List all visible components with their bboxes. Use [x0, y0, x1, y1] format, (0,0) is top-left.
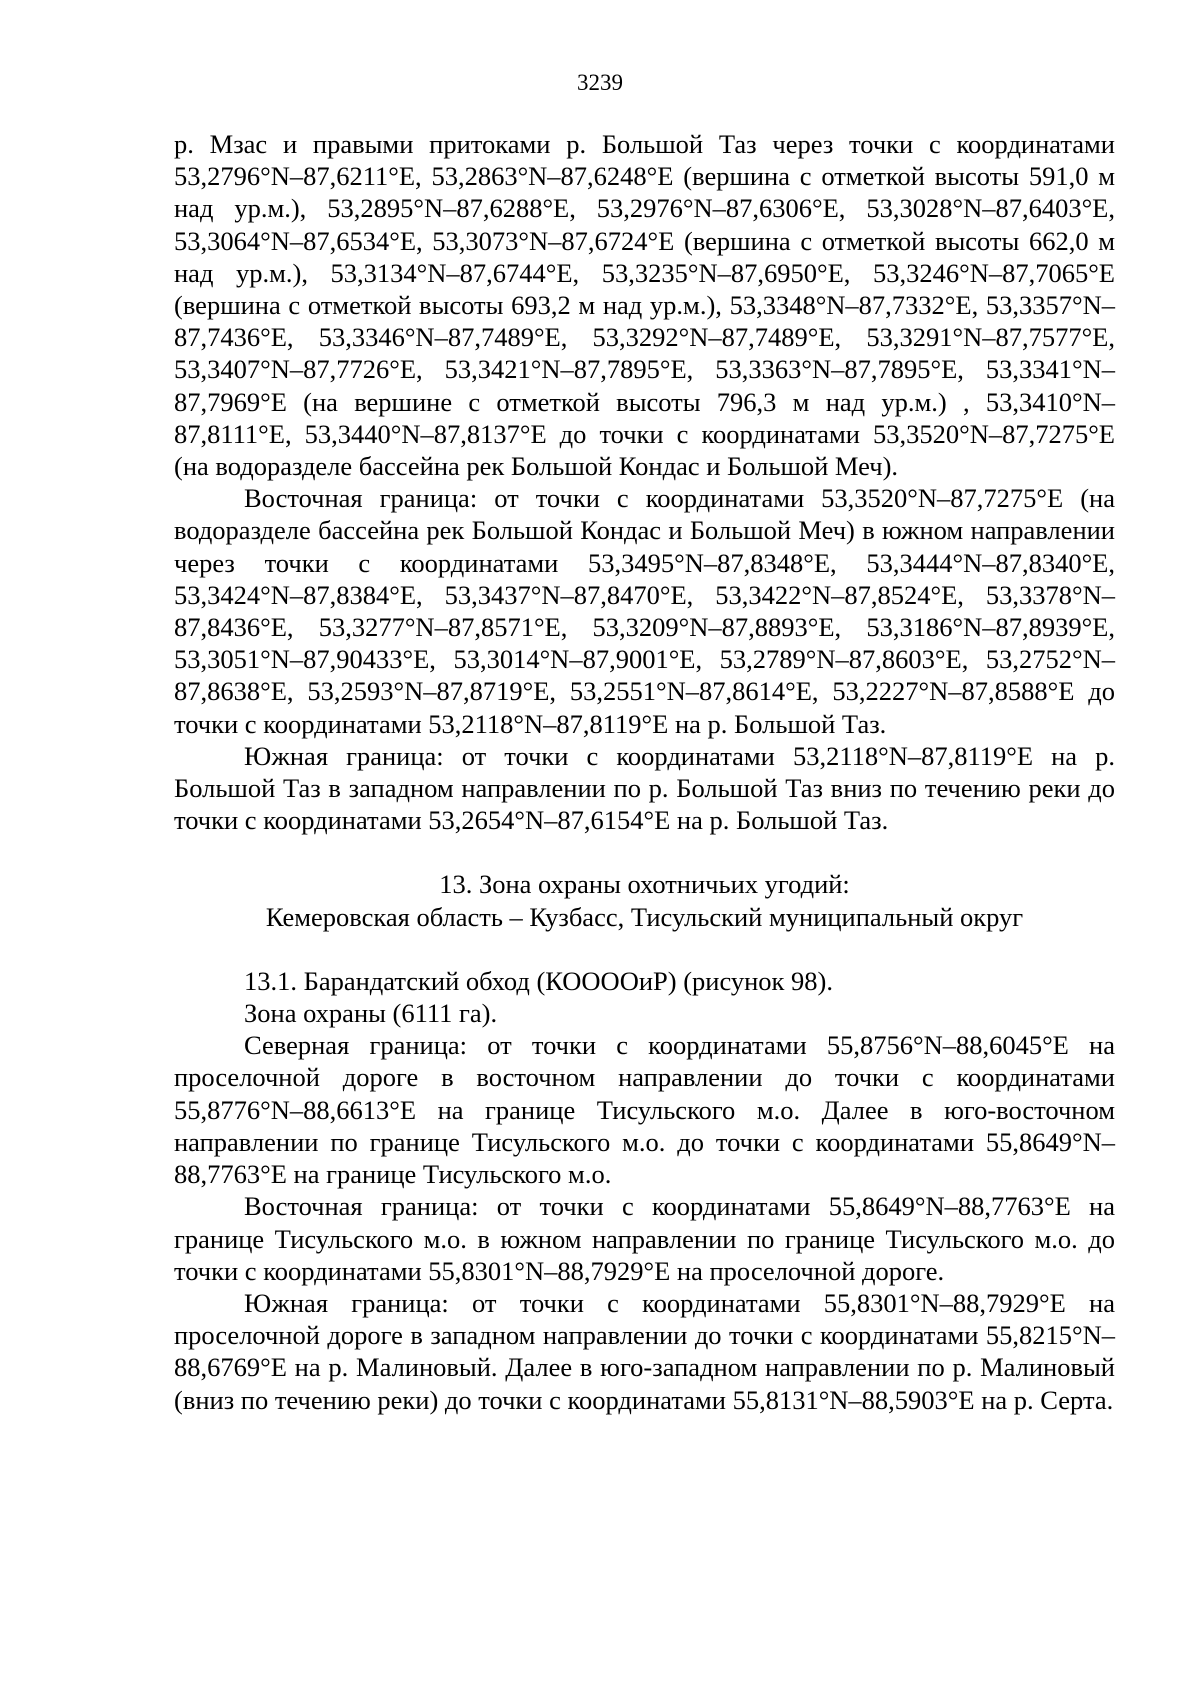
document-body: [174, 128, 1115, 1416]
protection-zone: Зона охраны (6111 га).: [244, 998, 498, 1029]
paragraph-north-border: Северная граница: от точки с координатами 55,8756°N–88,6045°E на проселочной дороге в восточном направлении до точки с координатами 55,8776°N–88,6613°E на границе Тисульского м.о. Далее в юго-восточном направлении по границе Тисульского м.о. до точки с координатами 55,8649°N–88,7763°E на границе Тисульского м.о.: [174, 1030, 1115, 1190]
section-heading: [174, 868, 1115, 932]
paragraph-east-border: Восточная граница: от точки с координатами 53,3520°N–87,7275°E (на водоразделе бассейна рек Большой Кондас и Большой Меч) в южном направлении через точки с координатами 53,3495°N–87,8348°E, 53,3444°N–87,8340°E, 53,3424°N–87,8384°E, 53,3437°N–87,8470°E, 53,3422°N–87,8524°E, 53,3378°N–87,8436°E, 53,3277°N–87,8571°E, 53,3209°N–87,8893°E, 53,3186°N–87,8939°E, 53,3051°N–87,90433°E, 53,3014°N–87,9001°E, 53,2789°N–87,8603°E, 53,2752°N–87,8638°E, 53,2593°N–87,8719°E, 53,2551°N–87,8614°E, 53,2227°N–87,8588°E до точки с координатами 53,2118°N–87,8119°E на р. Большой Таз.: [174, 483, 1115, 739]
spacer: [174, 933, 1115, 965]
item-title: 13.1. Барандатский обход (КООООиР) (рисунок 98).: [244, 965, 834, 996]
page-number: 3239: [577, 70, 623, 95]
paragraph-south-border: Южная граница: от точки с координатами 53,2118°N–87,8119°E на р. Большой Таз в западном направлении по р. Большой Таз вниз по течению реки до точки с координатами 53,2654°N–87,6154°E на р. Большой Таз.: [174, 740, 1115, 836]
paragraph-south-border-2: Южная граница: от точки с координатами 55,8301°N–88,7929°E на проселочной дороге в западном направлении до точки с координатами 55,8215°N–88,6769°E на р. Малиновый. Далее в юго-западном направлении по р. Малиновый (вниз по течению реки) до точки с координатами 55,8131°N–88,5903°E на р. Серта.: [174, 1287, 1115, 1415]
section-heading-title: 13. Зона охраны охотничьих угодий:: [439, 869, 850, 900]
paragraph-east-border-2: Восточная граница: от точки с координатами 55,8649°N–88,7763°E на границе Тисульского м.о. в южном направлении по границе Тисульского м.о. до точки с координатами 55,8301°N–88,7929°E на проселочной дороге.: [174, 1191, 1115, 1286]
paragraph-continuation: р. Мзас и правыми притоками р. Большой Таз через точки с координатами 53,2796°N–87,6211°E, 53,2863°N–87,6248°E (вершина с отметкой высоты 591,0 м над ур.м.), 53,2895°N–87,6288°E, 53,2976°N–87,6306°E, 53,3028°N–87,6403°E, 53,3064°N–87,6534°E, 53,3073°N–87,6724°E (вершина с отметкой высоты 662,0 м над ур.м.), 53,3134°N–87,6744°E, 53,3235°N–87,6950°E, 53,3246°N–87,7065°E (вершина с отметкой высоты 693,2 м над ур.м.), 53,3348°N–87,7332°E, 53,3357°N–87,7436°E, 53,3346°N–87,7489°E, 53,3292°N–87,7489°E, 53,3291°N–87,7577°E, 53,3407°N–87,7726°E, 53,3421°N–87,7895°E, 53,3363°N–87,7895°E, 53,3341°N–87,7969°E (на вершине с отметкой высоты 796,3 м над ур.м.) , 53,3410°N–87,8111°E, 53,3440°N–87,8137°E до точки с координатами 53,3520°N–87,7275°E (на водоразделе бассейна рек Большой Кондас и Большой Меч).: [174, 129, 1115, 482]
section-heading-region: Кемеровская область – Кузбасс, Тисульский муниципальный округ: [265, 901, 1024, 932]
